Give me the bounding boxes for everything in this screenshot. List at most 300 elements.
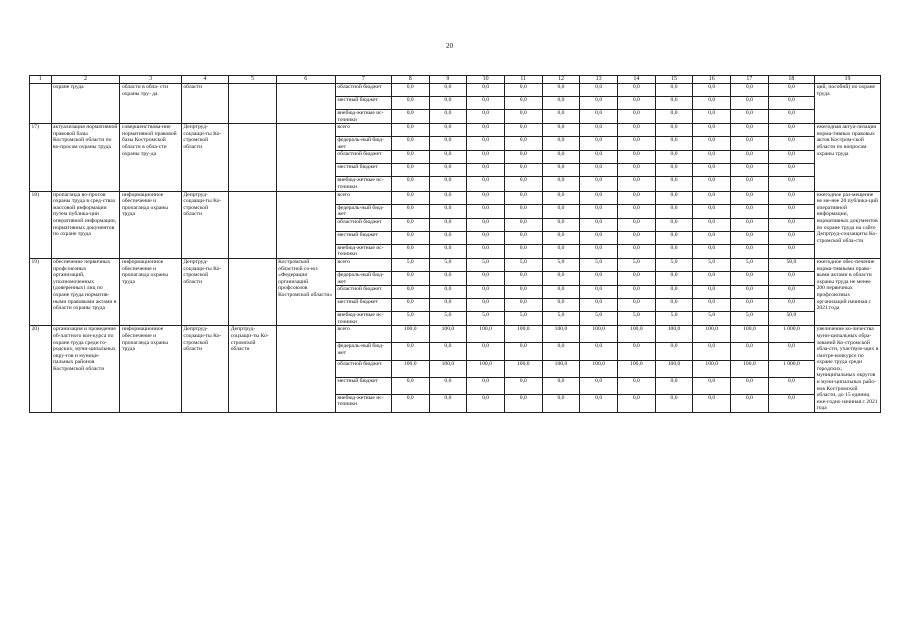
funding-source-cell: областной бюджет: [335, 361, 391, 378]
funding-value-cell: 50,0: [768, 312, 814, 326]
funding-value-cell: 0,0: [467, 378, 505, 395]
funding-source-cell: внебюд-жетные ис-точники: [335, 312, 391, 326]
page-number: 20: [446, 42, 453, 50]
funding-value-cell: 0,0: [731, 244, 769, 258]
funding-value-cell: 0,0: [618, 378, 656, 395]
funding-source-cell: внебюд-жетные ис-точники: [335, 394, 391, 412]
column-number-cell: 17: [731, 76, 769, 84]
funding-value-cell: 0,0: [504, 191, 542, 204]
column-number-cell: 4: [181, 76, 228, 84]
funding-value-cell: 0,0: [429, 271, 467, 285]
funding-value-cell: 0,0: [768, 343, 814, 361]
funding-value-cell: 0,0: [391, 191, 429, 204]
funding-value-cell: 0,0: [731, 378, 769, 395]
funding-value-cell: 0,0: [467, 394, 505, 412]
funding-value-cell: 0,0: [467, 204, 505, 218]
funding-value-cell: 0,0: [504, 137, 542, 151]
funding-value-cell: 100,0: [655, 361, 693, 378]
funding-value-cell: 0,0: [580, 394, 618, 412]
funding-value-cell: 0,0: [542, 110, 580, 124]
column-number-row: [30, 76, 881, 84]
funding-value-cell: 0,0: [693, 378, 731, 395]
funding-value-cell: 0,0: [542, 299, 580, 312]
funding-value-cell: 0,0: [731, 286, 769, 299]
funding-value-cell: 0,0: [467, 177, 505, 191]
funding-value-cell: 0,0: [542, 271, 580, 285]
funding-value-cell: 0,0: [768, 244, 814, 258]
funding-value-cell: 0,0: [429, 151, 467, 164]
funding-value-cell: 0,0: [467, 124, 505, 137]
funding-value-cell: 0,0: [429, 343, 467, 361]
expected-result-cell: ежегодное обес-печение норма-тивными право-выми актами в области охраны труда не менее 200 первичных профсоюзных организаций начиная с 2021 года: [815, 258, 881, 325]
funding-value-cell: 0,0: [429, 204, 467, 218]
funding-value-cell: 0,0: [768, 394, 814, 412]
funding-value-cell: 0,0: [391, 164, 429, 177]
funding-row: [30, 326, 881, 343]
funding-value-cell: 0,0: [391, 110, 429, 124]
funding-value-cell: 100,0: [391, 361, 429, 378]
funding-value-cell: 0,0: [618, 151, 656, 164]
column-number-cell: 7: [335, 76, 391, 84]
funding-value-cell: 0,0: [429, 231, 467, 244]
funding-value-cell: 0,0: [391, 271, 429, 285]
funding-value-cell: 0,0: [618, 231, 656, 244]
funding-value-cell: 5,0: [655, 258, 693, 271]
funding-value-cell: 0,0: [580, 299, 618, 312]
coexecutor-cell: Депртруд-соцзащи-ты Ко-стромской области: [229, 326, 276, 413]
funding-value-cell: 0,0: [391, 378, 429, 395]
funding-value-cell: 0,0: [542, 151, 580, 164]
funding-value-cell: 0,0: [429, 394, 467, 412]
funding-value-cell: 0,0: [693, 299, 731, 312]
funding-value-cell: 0,0: [580, 231, 618, 244]
funding-value-cell: 0,0: [768, 164, 814, 177]
funding-source-cell: областной бюджет: [335, 151, 391, 164]
funding-value-cell: 0,0: [618, 204, 656, 218]
funding-value-cell: 0,0: [731, 97, 769, 110]
column-number-cell: 3: [120, 76, 181, 84]
funding-value-cell: 0,0: [391, 137, 429, 151]
funding-value-cell: 0,0: [580, 137, 618, 151]
activity-number-cell: [30, 84, 52, 124]
funding-value-cell: 0,0: [693, 231, 731, 244]
funding-source-cell: местный бюджет: [335, 164, 391, 177]
funding-value-cell: 0,0: [655, 204, 693, 218]
funding-value-cell: 0,0: [768, 151, 814, 164]
funding-value-cell: 5,0: [618, 312, 656, 326]
funding-value-cell: 0,0: [542, 177, 580, 191]
funding-source-cell: всего: [335, 191, 391, 204]
funding-value-cell: 0,0: [504, 299, 542, 312]
funding-value-cell: 0,0: [580, 378, 618, 395]
funding-source-cell: областной бюджет: [335, 218, 391, 231]
funding-source-cell: федераль-ный бюд-жет: [335, 343, 391, 361]
funding-value-cell: 0,0: [693, 97, 731, 110]
funding-value-cell: 0,0: [580, 343, 618, 361]
partner-cell: [276, 191, 335, 258]
funding-value-cell: 100,0: [580, 326, 618, 343]
funding-value-cell: 0,0: [542, 343, 580, 361]
funding-row: [30, 258, 881, 271]
funding-value-cell: 5,0: [655, 312, 693, 326]
funding-value-cell: 0,0: [504, 177, 542, 191]
funding-value-cell: 0,0: [467, 97, 505, 110]
funding-value-cell: 0,0: [542, 164, 580, 177]
funding-value-cell: 5,0: [467, 258, 505, 271]
funding-value-cell: 0,0: [731, 231, 769, 244]
funding-source-cell: местный бюджет: [335, 299, 391, 312]
funding-value-cell: 0,0: [618, 137, 656, 151]
funding-value-cell: 0,0: [768, 231, 814, 244]
funding-value-cell: 0,0: [655, 97, 693, 110]
funding-value-cell: 0,0: [504, 164, 542, 177]
column-number-cell: 14: [618, 76, 656, 84]
funding-value-cell: 100,0: [618, 361, 656, 378]
funding-value-cell: 0,0: [731, 137, 769, 151]
funding-value-cell: 0,0: [542, 231, 580, 244]
column-number-cell: 2: [51, 76, 120, 84]
activity-number-cell: 20): [30, 326, 52, 413]
column-number-cell: 5: [229, 76, 276, 84]
funding-value-cell: 0,0: [580, 286, 618, 299]
funding-value-cell: 0,0: [429, 110, 467, 124]
funding-value-cell: 100,0: [731, 326, 769, 343]
activity-number-cell: 18): [30, 191, 52, 258]
column-number-cell: 6: [276, 76, 335, 84]
funding-value-cell: 0,0: [504, 343, 542, 361]
funding-value-cell: 0,0: [655, 177, 693, 191]
funding-value-cell: 0,0: [467, 343, 505, 361]
funding-value-cell: 100,0: [504, 361, 542, 378]
funding-value-cell: 0,0: [542, 394, 580, 412]
funding-value-cell: 0,0: [504, 271, 542, 285]
funding-value-cell: 0,0: [580, 191, 618, 204]
funding-value-cell: 0,0: [580, 84, 618, 97]
column-number-cell: 8: [391, 76, 429, 84]
funding-value-cell: 0,0: [655, 137, 693, 151]
funding-value-cell: 0,0: [655, 271, 693, 285]
funding-value-cell: 0,0: [768, 299, 814, 312]
funding-value-cell: 0,0: [768, 97, 814, 110]
funding-value-cell: 0,0: [542, 286, 580, 299]
funding-value-cell: 0,0: [429, 244, 467, 258]
activity-number-cell: 17): [30, 124, 52, 191]
funding-source-cell: областной бюджет: [335, 286, 391, 299]
funding-value-cell: 0,0: [580, 124, 618, 137]
funding-value-cell: 5,0: [580, 312, 618, 326]
funding-value-cell: 0,0: [618, 343, 656, 361]
funding-value-cell: 0,0: [731, 299, 769, 312]
funding-value-cell: 0,0: [693, 137, 731, 151]
funding-value-cell: 0,0: [693, 110, 731, 124]
activity-name-cell: организация и проведение об-ластного кон-курса по охране труда среди го-родских, муни-ципальных окру-гов и муници-пальных районов Костромской области: [51, 326, 120, 413]
funding-value-cell: 0,0: [391, 218, 429, 231]
funding-value-cell: 0,0: [580, 151, 618, 164]
funding-value-cell: 0,0: [655, 378, 693, 395]
funding-value-cell: 100,0: [655, 326, 693, 343]
funding-value-cell: 100,0: [693, 361, 731, 378]
funding-value-cell: 0,0: [504, 378, 542, 395]
funding-value-cell: 0,0: [504, 218, 542, 231]
funding-value-cell: 0,0: [618, 164, 656, 177]
funding-value-cell: 0,0: [693, 271, 731, 285]
funding-value-cell: 0,0: [580, 271, 618, 285]
funding-source-cell: областной бюджет: [335, 84, 391, 97]
activity-name-cell: актуализация нормативной правовой базы Костромской области по во-просам охраны труда: [51, 124, 120, 191]
funding-source-cell: местный бюджет: [335, 97, 391, 110]
partner-cell: [276, 124, 335, 191]
funding-source-cell: всего: [335, 124, 391, 137]
funding-value-cell: 0,0: [731, 84, 769, 97]
funding-value-cell: 5,0: [504, 312, 542, 326]
funding-value-cell: 100,0: [467, 361, 505, 378]
funding-value-cell: 0,0: [768, 271, 814, 285]
funding-source-cell: федераль-ный бюд-жет: [335, 137, 391, 151]
column-number-cell: 11: [504, 76, 542, 84]
column-number-cell: 19: [815, 76, 881, 84]
funding-value-cell: 1 000,0: [768, 326, 814, 343]
funding-value-cell: 0,0: [504, 204, 542, 218]
funding-value-cell: 1 000,0: [768, 361, 814, 378]
funding-value-cell: 0,0: [768, 218, 814, 231]
activity-goal-cell: информационное обеспечение и пропаганда охраны труда: [120, 191, 181, 258]
funding-row: [30, 124, 881, 137]
funding-value-cell: 0,0: [467, 286, 505, 299]
funding-value-cell: 0,0: [655, 151, 693, 164]
column-number-cell: 15: [655, 76, 693, 84]
funding-value-cell: 0,0: [731, 124, 769, 137]
funding-value-cell: 0,0: [391, 244, 429, 258]
expected-result-cell: ежегодная актуа-лизация норма-тивных правовых актов Костром-ской области по вопросам охраны труда: [815, 124, 881, 191]
funding-value-cell: 5,0: [731, 312, 769, 326]
funding-value-cell: 0,0: [731, 271, 769, 285]
funding-value-cell: 5,0: [693, 312, 731, 326]
funding-value-cell: 0,0: [618, 218, 656, 231]
funding-value-cell: 0,0: [618, 191, 656, 204]
funding-value-cell: 0,0: [618, 286, 656, 299]
funding-value-cell: 5,0: [542, 258, 580, 271]
funding-value-cell: 5,0: [542, 312, 580, 326]
funding-value-cell: 0,0: [580, 218, 618, 231]
funding-value-cell: 0,0: [391, 84, 429, 97]
funding-value-cell: 0,0: [655, 191, 693, 204]
funding-source-cell: местный бюджет: [335, 378, 391, 395]
funding-value-cell: 100,0: [429, 361, 467, 378]
funding-value-cell: 0,0: [655, 244, 693, 258]
partner-cell: [276, 326, 335, 413]
funding-value-cell: 0,0: [618, 124, 656, 137]
funding-value-cell: 0,0: [429, 378, 467, 395]
funding-value-cell: 0,0: [580, 97, 618, 110]
funding-value-cell: 0,0: [731, 191, 769, 204]
funding-value-cell: 5,0: [504, 258, 542, 271]
funding-value-cell: 0,0: [731, 164, 769, 177]
funding-value-cell: 0,0: [542, 204, 580, 218]
funding-value-cell: 100,0: [391, 326, 429, 343]
funding-value-cell: 0,0: [731, 151, 769, 164]
funding-value-cell: 0,0: [731, 110, 769, 124]
executor-cell: Депртруд-соцзащи-ты Ко-стромской области: [181, 258, 228, 325]
funding-value-cell: 0,0: [768, 204, 814, 218]
funding-source-cell: внебюд-жетные ис-точники: [335, 177, 391, 191]
funding-value-cell: 0,0: [580, 164, 618, 177]
funding-value-cell: 0,0: [429, 124, 467, 137]
funding-value-cell: 0,0: [618, 177, 656, 191]
funding-value-cell: 0,0: [467, 244, 505, 258]
funding-value-cell: 0,0: [768, 286, 814, 299]
funding-value-cell: 5,0: [429, 312, 467, 326]
funding-value-cell: 0,0: [504, 231, 542, 244]
funding-row: [30, 191, 881, 204]
column-number-cell: 18: [768, 76, 814, 84]
funding-value-cell: 100,0: [731, 361, 769, 378]
funding-value-cell: 0,0: [618, 110, 656, 124]
funding-value-cell: 0,0: [542, 137, 580, 151]
funding-value-cell: 0,0: [391, 231, 429, 244]
partner-cell: Костромской областной со-юз «Федерация организаций профсоюзов Костромской области»: [276, 258, 335, 325]
activity-name-cell: пропаганда во-просов охраны труда в сред-ствах массовой информации путем публика-ции оперативной информации, нормативных документов по охране труда: [51, 191, 120, 258]
funding-value-cell: 0,0: [655, 299, 693, 312]
activity-goal-cell: информационное обеспечение и пропаганда охраны труда: [120, 258, 181, 325]
funding-value-cell: 0,0: [693, 177, 731, 191]
funding-value-cell: 0,0: [504, 394, 542, 412]
activity-goal-cell: области в обла- сти охраны тру- да: [120, 84, 181, 124]
funding-value-cell: 0,0: [731, 218, 769, 231]
funding-value-cell: 0,0: [655, 394, 693, 412]
funding-value-cell: 0,0: [731, 177, 769, 191]
funding-value-cell: 0,0: [504, 110, 542, 124]
funding-value-cell: 0,0: [693, 151, 731, 164]
funding-value-cell: 0,0: [429, 286, 467, 299]
coexecutor-cell: [229, 124, 276, 191]
funding-source-cell: внебюд-жетные ис-точники: [335, 110, 391, 124]
funding-value-cell: 0,0: [655, 286, 693, 299]
funding-value-cell: 0,0: [467, 164, 505, 177]
funding-value-cell: 0,0: [467, 84, 505, 97]
expected-result-cell: ций, пособий) по охране труда: [815, 84, 881, 124]
funding-value-cell: 50,0: [768, 258, 814, 271]
activity-name-cell: охране труда: [51, 84, 120, 124]
funding-value-cell: 0,0: [768, 177, 814, 191]
funding-value-cell: 0,0: [731, 343, 769, 361]
funding-value-cell: 0,0: [429, 191, 467, 204]
funding-value-cell: 0,0: [429, 299, 467, 312]
funding-value-cell: 0,0: [768, 84, 814, 97]
activity-goal-cell: информационное обеспечение и пропаганда охраны труда: [120, 326, 181, 413]
funding-value-cell: 0,0: [391, 97, 429, 110]
funding-value-cell: 100,0: [467, 326, 505, 343]
funding-value-cell: 0,0: [655, 110, 693, 124]
funding-value-cell: 5,0: [467, 312, 505, 326]
funding-value-cell: 0,0: [768, 191, 814, 204]
funding-value-cell: 0,0: [655, 343, 693, 361]
funding-value-cell: 0,0: [391, 286, 429, 299]
funding-value-cell: 0,0: [542, 378, 580, 395]
column-number-cell: 13: [580, 76, 618, 84]
funding-value-cell: 0,0: [391, 124, 429, 137]
funding-value-cell: 0,0: [655, 164, 693, 177]
funding-value-cell: 0,0: [542, 244, 580, 258]
funding-value-cell: 0,0: [542, 84, 580, 97]
column-number-cell: 9: [429, 76, 467, 84]
funding-value-cell: 5,0: [391, 258, 429, 271]
funding-value-cell: 0,0: [467, 299, 505, 312]
program-activities-table: [29, 75, 881, 413]
funding-value-cell: 0,0: [504, 124, 542, 137]
funding-value-cell: 0,0: [655, 84, 693, 97]
funding-value-cell: 0,0: [618, 244, 656, 258]
funding-value-cell: 0,0: [693, 191, 731, 204]
funding-value-cell: 0,0: [693, 218, 731, 231]
funding-value-cell: 0,0: [542, 97, 580, 110]
expected-result-cell: ежегодное раз-мещение не ме-нее 20 публика-ций оперативной информации, нормативных документов по охране труда на сайте Депртруд-соцзащиты Ко-стромской обла-сти: [815, 191, 881, 258]
funding-value-cell: 0,0: [467, 137, 505, 151]
activity-goal-cell: совершенствова-ние нормативной правовой базы Костромской области в обла-сти охраны тру-да: [120, 124, 181, 191]
coexecutor-cell: [229, 191, 276, 258]
funding-value-cell: 0,0: [693, 343, 731, 361]
funding-value-cell: 100,0: [693, 326, 731, 343]
funding-source-cell: местный бюджет: [335, 231, 391, 244]
column-number-cell: 16: [693, 76, 731, 84]
funding-value-cell: 0,0: [618, 299, 656, 312]
funding-value-cell: 0,0: [467, 231, 505, 244]
column-number-cell: 10: [467, 76, 505, 84]
funding-value-cell: 0,0: [731, 394, 769, 412]
coexecutor-cell: [229, 84, 276, 124]
executor-cell: Депртруд-соцзащи-ты Ко-стромской области: [181, 326, 228, 413]
funding-value-cell: 100,0: [618, 326, 656, 343]
executor-cell: области: [181, 84, 228, 124]
activity-name-cell: обеспечение первичных профсоюзных организаций, уполномоченных (доверенных) лиц по охране труда норматив-ными правовыми актами в области охраны труда: [51, 258, 120, 325]
funding-value-cell: 100,0: [504, 326, 542, 343]
funding-value-cell: 0,0: [693, 204, 731, 218]
funding-value-cell: 0,0: [693, 124, 731, 137]
funding-source-cell: внебюд-жетные ис-точники: [335, 244, 391, 258]
funding-value-cell: 0,0: [467, 271, 505, 285]
funding-value-cell: 5,0: [580, 258, 618, 271]
funding-value-cell: 100,0: [580, 361, 618, 378]
funding-value-cell: 0,0: [580, 204, 618, 218]
funding-source-cell: всего: [335, 258, 391, 271]
funding-value-cell: 5,0: [618, 258, 656, 271]
funding-value-cell: 0,0: [655, 124, 693, 137]
funding-value-cell: 0,0: [467, 218, 505, 231]
funding-value-cell: 0,0: [429, 84, 467, 97]
funding-value-cell: 0,0: [391, 204, 429, 218]
funding-value-cell: 0,0: [391, 151, 429, 164]
funding-value-cell: 0,0: [542, 124, 580, 137]
funding-value-cell: 0,0: [391, 343, 429, 361]
funding-value-cell: 0,0: [542, 218, 580, 231]
funding-value-cell: 0,0: [504, 97, 542, 110]
partner-cell: [276, 84, 335, 124]
funding-value-cell: 0,0: [504, 286, 542, 299]
funding-value-cell: 0,0: [768, 110, 814, 124]
coexecutor-cell: [229, 258, 276, 325]
funding-value-cell: 0,0: [580, 177, 618, 191]
funding-row: [30, 84, 881, 97]
column-number-cell: 12: [542, 76, 580, 84]
funding-value-cell: 5,0: [693, 258, 731, 271]
funding-value-cell: 0,0: [768, 137, 814, 151]
funding-value-cell: 0,0: [618, 84, 656, 97]
funding-value-cell: 0,0: [391, 177, 429, 191]
funding-value-cell: 0,0: [429, 177, 467, 191]
activity-number-cell: 19): [30, 258, 52, 325]
funding-value-cell: 5,0: [731, 258, 769, 271]
funding-source-cell: всего: [335, 326, 391, 343]
funding-value-cell: 0,0: [429, 218, 467, 231]
